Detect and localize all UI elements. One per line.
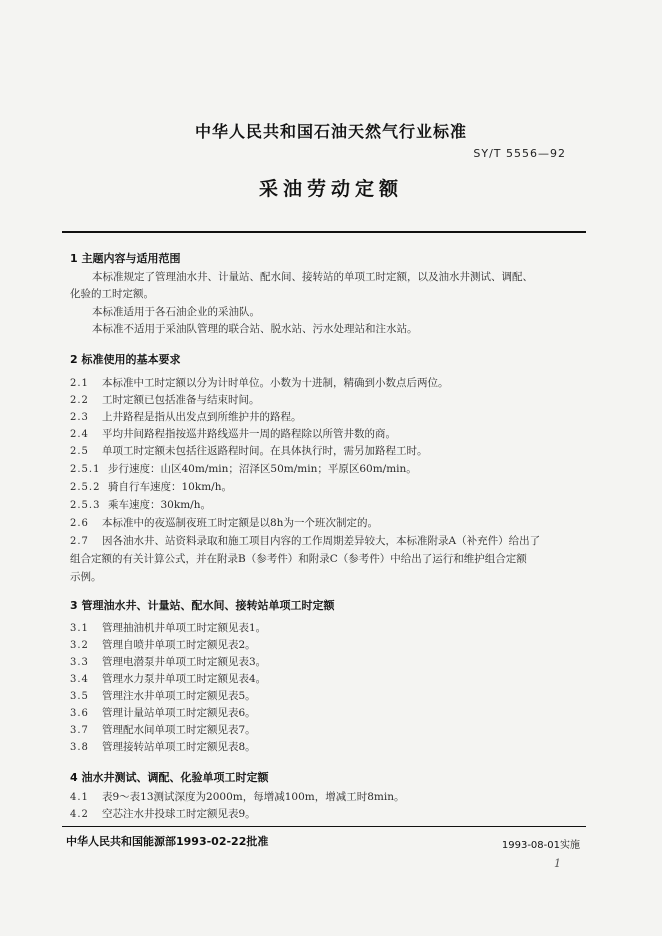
clause-number: 2.3 xyxy=(70,412,89,423)
clause-4-2 xyxy=(70,806,256,821)
clause-text: 管理抽油机井单项工时定额见表1。 xyxy=(102,622,267,634)
bottom-rule xyxy=(62,826,586,827)
clause-number: 3.6 xyxy=(70,708,89,719)
section-1-paragraph-1-line-1: 本标准规定了管理油水井、计量站、配水间、接转站的单项工时定额，以及油水井测试、调配、 xyxy=(92,271,533,283)
page-number: 1 xyxy=(554,857,561,870)
clause-text: 单项工时定额未包括往返路程时间。在具体执行时，需另加路程工时。 xyxy=(102,445,428,457)
clause-text: 空芯注水井投球工时定额见表9。 xyxy=(102,808,256,820)
top-rule xyxy=(62,231,586,233)
section-2-heading: 2 标准使用的基本要求 xyxy=(70,353,181,366)
section-1-paragraph-1-line-2: 化验的工时定额。 xyxy=(70,288,154,300)
clause-number: 3.3 xyxy=(70,657,89,668)
clause-number: 4.2 xyxy=(70,809,89,820)
clause-number: 2.5.2 xyxy=(70,482,101,493)
section-1-heading: 1 主题内容与适用范围 xyxy=(70,252,181,265)
clause-text: 步行速度：山区40m/min；沼泽区50m/min；平原区60m/min。 xyxy=(108,463,417,475)
implementation-date: 1993-08-01实施 xyxy=(501,840,580,851)
clause-3-7 xyxy=(70,722,256,737)
approval-line: 中华人民共和国能源部1993-02-22批准 xyxy=(66,835,269,848)
clause-2-4 xyxy=(70,426,396,441)
clause-text: 管理电潜泵井单项工时定额见表3。 xyxy=(102,656,267,668)
clause-text: 表9～表13测试深度为2000m，每增减100m，增减工时8min。 xyxy=(102,791,405,803)
clause-4-1 xyxy=(70,789,404,804)
clause-2-5-3 xyxy=(70,497,211,512)
clause-number: 2.1 xyxy=(70,378,89,389)
clause-number: 3.7 xyxy=(70,725,89,736)
clause-text: 平均井间路程指按巡井路线巡井一周的路程除以所管井数的商。 xyxy=(102,428,396,440)
section-4-heading: 4 油水井测试、调配、化验单项工时定额 xyxy=(70,771,269,784)
clause-3-8 xyxy=(70,739,256,754)
clause-text: 上井路程是指从出发点到所维护井的路程。 xyxy=(102,411,302,423)
clause-number: 2.6 xyxy=(70,518,89,529)
clause-number: 3.4 xyxy=(70,674,89,685)
clause-number: 3.1 xyxy=(70,623,89,634)
clause-2-1 xyxy=(70,375,449,390)
standard-code: SY/T 5556—92 xyxy=(473,147,566,160)
clause-text: 管理配水间单项工时定额见表7。 xyxy=(102,724,256,736)
clause-number: 2.5.3 xyxy=(70,500,101,511)
clause-2-3 xyxy=(70,409,302,424)
clause-number: 2.7 xyxy=(70,536,89,547)
clause-text: 工时定额已包括准备与结束时间。 xyxy=(102,394,260,406)
clause-number: 3.8 xyxy=(70,742,89,753)
clause-number: 2.5.1 xyxy=(70,464,101,475)
clause-2-6 xyxy=(70,515,378,530)
clause-3-3 xyxy=(70,654,266,669)
clause-2-7-line-3: 示例。 xyxy=(70,571,102,583)
clause-text: 管理水力泵井单项工时定额见表4。 xyxy=(102,673,267,685)
clause-2-5 xyxy=(70,443,428,458)
clause-text: 骑自行车速度：10km/h。 xyxy=(108,481,232,493)
clause-2-2 xyxy=(70,392,260,407)
clause-text: 管理接转站单项工时定额见表8。 xyxy=(102,741,256,753)
clause-3-2 xyxy=(70,637,256,652)
clause-text: 乘车速度：30km/h。 xyxy=(108,499,211,511)
clause-number: 3.2 xyxy=(70,640,89,651)
clause-2-5-1 xyxy=(70,461,417,476)
clause-text: 管理注水井单项工时定额见表5。 xyxy=(102,690,256,702)
clause-number: 4.1 xyxy=(70,792,89,803)
clause-3-4 xyxy=(70,671,266,686)
clause-number: 3.5 xyxy=(70,691,89,702)
clause-3-5 xyxy=(70,688,256,703)
clause-number: 2.2 xyxy=(70,395,89,406)
clause-number: 2.5 xyxy=(70,446,89,457)
section-1-paragraph-3: 本标准不适用于采油队管理的联合站、脱水站、污水处理站和注水站。 xyxy=(92,323,418,335)
clause-2-5-2 xyxy=(70,479,232,494)
document-title: 采油劳动定额 xyxy=(258,178,403,200)
organization-title: 中华人民共和国石油天然气行业标准 xyxy=(194,122,467,141)
clause-2-7-line-2: 组合定额的有关计算公式，并在附录B（参考件）和附录C（参考件）中给出了运行和维护组合定额 xyxy=(70,553,527,565)
clause-3-6 xyxy=(70,705,256,720)
clause-text: 因各油水井、站资料录取和施工项目内容的工作周期差异较大，本标准附录A（补充件）给出了 xyxy=(102,535,541,547)
clause-text: 管理计量站单项工时定额见表6。 xyxy=(102,707,256,719)
clause-3-1 xyxy=(70,620,266,635)
section-3-heading: 3 管理油水井、计量站、配水间、接转站单项工时定额 xyxy=(70,599,335,612)
clause-number: 2.4 xyxy=(70,429,89,440)
clause-2-7 xyxy=(70,533,540,548)
clause-text: 管理自喷井单项工时定额见表2。 xyxy=(102,639,256,651)
clause-text: 本标准中的夜巡制夜班工时定额是以8h为一个班次制定的。 xyxy=(102,517,378,529)
section-1-paragraph-2: 本标准适用于各石油企业的采油队。 xyxy=(92,306,260,318)
clause-text: 本标准中工时定额以分为计时单位。小数为十进制，精确到小数点后两位。 xyxy=(102,377,449,389)
